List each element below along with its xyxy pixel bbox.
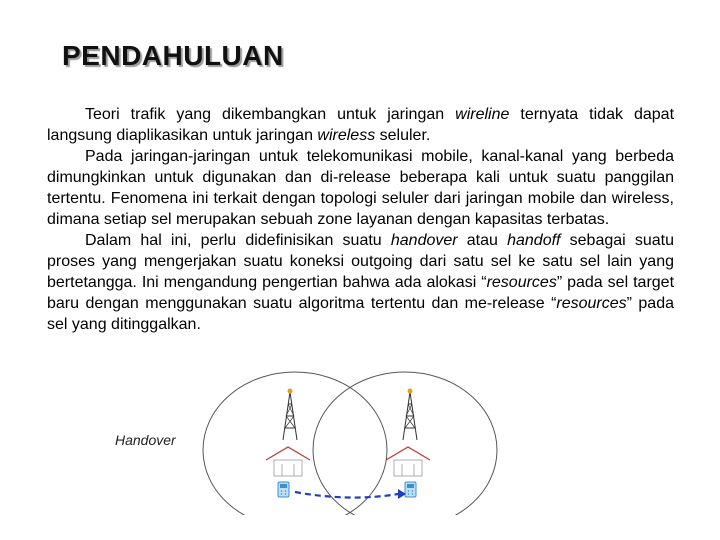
mobile-phone-icon bbox=[405, 482, 416, 497]
p3-term-resources-2: resources bbox=[556, 295, 627, 312]
base-station-icon bbox=[386, 447, 430, 476]
p1-text-a: Teori trafik yang dikembangkan untuk jaringan bbox=[85, 106, 456, 123]
p3-text-g: ” pada sel target baru dengan menggunakan suatu algoritma tertentu dan me-release “ bbox=[47, 274, 675, 312]
tower-icon bbox=[403, 389, 417, 441]
p2-text: Pada jaringan-jaringan untuk telekomunikasi mobile, kanal-kanal yang berbeda dimungkinkan untuk digunakan dan di-release beberapa kali untuk suatu panggilan tertentu. Fenomena ini terkait dengan topologi seluler dari jaringan mobile dan wireless, dimana setiap sel merupakan sebuah zone layanan dengan kapasitas terbatas. bbox=[47, 148, 674, 228]
paragraph-3 bbox=[47, 230, 674, 335]
base-station-icon bbox=[266, 447, 310, 476]
p3-term-handover: handover bbox=[390, 232, 458, 249]
handover-label: Handover bbox=[115, 432, 176, 448]
paragraph-1 bbox=[47, 104, 674, 146]
page-title: PENDAHULUAN bbox=[62, 40, 284, 71]
p3-term-resources-1: resources bbox=[486, 274, 557, 291]
p3-text-i: ” pada sel yang ditinggalkan. bbox=[47, 295, 674, 333]
p1-text-c: ternyata tidak dapat langsung diaplikasikan untuk jaringan bbox=[47, 106, 675, 144]
mobile-phone-icon bbox=[278, 482, 289, 497]
p1-term-wireless: wireless bbox=[317, 127, 376, 144]
p3-text-a: Dalam hal ini, perlu didefinisikan suatu bbox=[85, 232, 391, 249]
p1-text-e: seluler. bbox=[375, 127, 431, 144]
p3-text-e: sebagai suatu proses yang mengerjakan suatu koneksi outgoing dari satu sel ke satu sel lain yang bertetangga. Ini mengandung pengertian bahwa ada alokasi “ bbox=[47, 232, 675, 291]
handover-arrow-icon bbox=[295, 489, 406, 499]
cell-left bbox=[203, 372, 387, 515]
handover-diagram bbox=[200, 370, 500, 515]
tower-icon bbox=[283, 389, 297, 441]
paragraph-2 bbox=[47, 146, 674, 230]
p3-term-handoff: handoff bbox=[507, 232, 561, 249]
p1-term-wireline: wireline bbox=[455, 106, 510, 123]
body-text bbox=[47, 104, 674, 335]
p3-text-c: atau bbox=[457, 232, 508, 249]
